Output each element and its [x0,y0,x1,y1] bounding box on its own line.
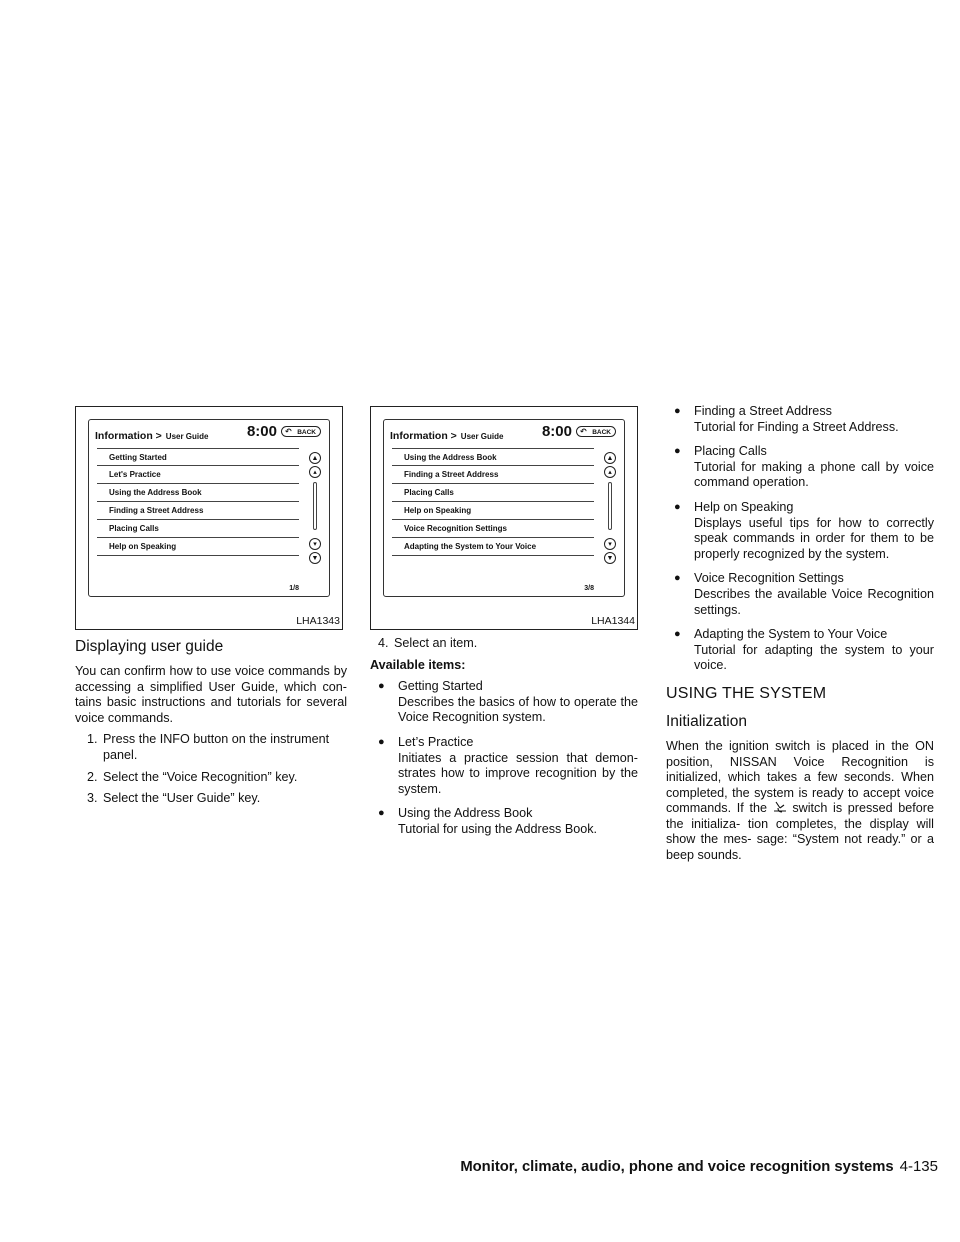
menu-item[interactable]: Placing Calls [97,520,299,538]
scrollbar[interactable] [313,482,317,530]
scroll-up-icon[interactable]: ▴ [309,466,321,478]
bullet-icon: ● [674,445,681,458]
menu-list [392,448,594,556]
init-text-a: When the ignition switch is placed in the ON position, NISSAN Voice Recognition is initialized, which takes a few seconds. When completed, the system is ready to accept voice commands. If the [666,738,934,816]
back-button[interactable]: ↶ BACK [281,426,321,437]
menu-item[interactable]: Help on Speaking [97,538,299,556]
menu-item[interactable]: Placing Calls [392,484,594,502]
page-footer [450,1158,938,1176]
back-button[interactable]: ↶ BACK [576,426,616,437]
item-description: Tutorial for adapting the system to your voice. [694,642,934,673]
bullet-icon: ● [674,572,681,585]
step-item [75,732,347,763]
menu-item[interactable]: Finding a Street Address [97,502,299,520]
clock-time: 8:00 [246,423,277,440]
item-title: Adapting the System to Your Voice [694,627,888,642]
item-description: Initiates a practice session that demon- strates how to improve recognition by the system. [398,750,638,796]
figure-id: LHA1343 [296,615,340,627]
clock-time: 8:00 [541,423,572,440]
list-item [666,404,934,420]
scroll-top-icon[interactable]: ▲ [604,452,616,464]
breadcrumb-main: Information > [390,430,457,442]
list-item [666,500,934,516]
step-text: Select the “Voice Recognition” key. [103,769,298,784]
scroll-down-icon[interactable]: ▾ [604,538,616,550]
menu-item[interactable]: Let's Practice [97,466,299,484]
menu-item[interactable]: Using the Address Book [97,484,299,502]
menu-item[interactable]: Finding a Street Address [392,466,594,484]
screen-display [88,419,330,597]
menu-item[interactable]: Adapting the System to Your Voice [392,538,594,556]
list-item [666,627,934,643]
scroll-controls [307,452,323,566]
section-heading: Displaying user guide [75,638,224,655]
screen-header [390,423,618,444]
screen-display [383,419,625,597]
item-title: Placing Calls [694,444,767,459]
item-description: Tutorial for making a phone call by voice command operation. [694,459,934,490]
figure-id: LHA1344 [591,615,635,627]
available-items-label: Available items: [370,657,466,672]
step-text: Select an item. [394,636,478,650]
bullet-icon: ● [674,500,681,513]
scroll-bottom-icon[interactable]: ▼ [604,552,616,564]
page-indicator: 1/8 [289,585,299,592]
scroll-down-icon[interactable]: ▾ [309,538,321,550]
screen-header [95,423,323,444]
item-title: Getting Started [398,679,483,694]
column-2 [370,636,638,838]
item-title: Using the Address Book [398,806,533,821]
list-item [666,571,934,587]
scroll-bottom-icon[interactable]: ▼ [309,552,321,564]
step-number: 2. [87,769,98,784]
bullet-icon: ● [378,807,385,820]
column-3 [666,404,934,864]
breadcrumb-main: Information > [95,430,162,442]
list-item [370,735,638,751]
step-item [370,636,638,652]
column-1 [75,637,347,807]
bullet-icon: ● [674,628,681,641]
item-description: Describes the basics of how to operate the Voice Recognition system. [398,694,638,725]
figure-user-guide-page-1 [75,406,343,630]
menu-item[interactable]: Voice Recognition Settings [392,520,594,538]
section-heading: USING THE SYSTEM [666,684,827,702]
scrollbar[interactable] [608,482,612,530]
item-title: Finding a Street Address [694,404,832,418]
page-number: 4-135 [899,1158,938,1175]
list-item [666,444,934,460]
page-indicator: 3/8 [584,585,594,592]
talk-switch-icon [773,801,787,813]
item-description: Displays useful tips for how to correctly speak commands in order for them to be properly recognized by the system. [694,515,934,561]
bullet-icon: ● [674,405,681,417]
item-description: Tutorial for Finding a Street Address. [694,419,899,434]
menu-item[interactable]: Using the Address Book [392,448,594,466]
step-number: 3. [87,791,98,806]
scroll-top-icon[interactable]: ▲ [309,452,321,464]
step-number: 4. [378,636,389,650]
item-title: Help on Speaking [694,499,794,514]
item-title: Voice Recognition Settings [694,571,844,586]
sub-heading: Initialization [666,712,747,730]
init-paragraph [666,739,934,864]
item-description: Describes the available Voice Recognition settings. [694,586,934,617]
breadcrumb-sub: User Guide [165,432,209,441]
init-text-b: switch is pressed before the initializa- tion completes, the display will show the mes- sage: “System not ready.” or a beep sounds. [666,801,934,863]
step-number: 1. [87,732,98,747]
breadcrumb-sub: User Guide [460,432,504,441]
step-text: Select the “User Guide” key. [103,791,261,806]
intro-paragraph: You can confirm how to use voice commands by accessing a simplified User Guide, which con- tains basic instructions and tutorials for several voice commands. [75,664,347,725]
list-item [370,806,638,822]
menu-list [97,448,299,556]
step-item [75,791,347,807]
menu-item[interactable]: Getting Started [97,448,299,466]
list-item [370,679,638,695]
figure-user-guide-page-3 [370,406,638,630]
bullet-icon: ● [378,735,385,748]
bullet-icon: ● [378,680,385,693]
item-description: Tutorial for using the Address Book. [398,821,598,836]
item-title: Let’s Practice [398,734,474,749]
menu-item[interactable]: Help on Speaking [392,502,594,520]
step-item [75,770,347,786]
footer-title: Monitor, climate, audio, phone and voice recognition systems [460,1159,894,1175]
scroll-up-icon[interactable]: ▴ [604,466,616,478]
scroll-controls [602,452,618,566]
step-text: Press the INFO button on the instrument panel. [103,732,330,762]
